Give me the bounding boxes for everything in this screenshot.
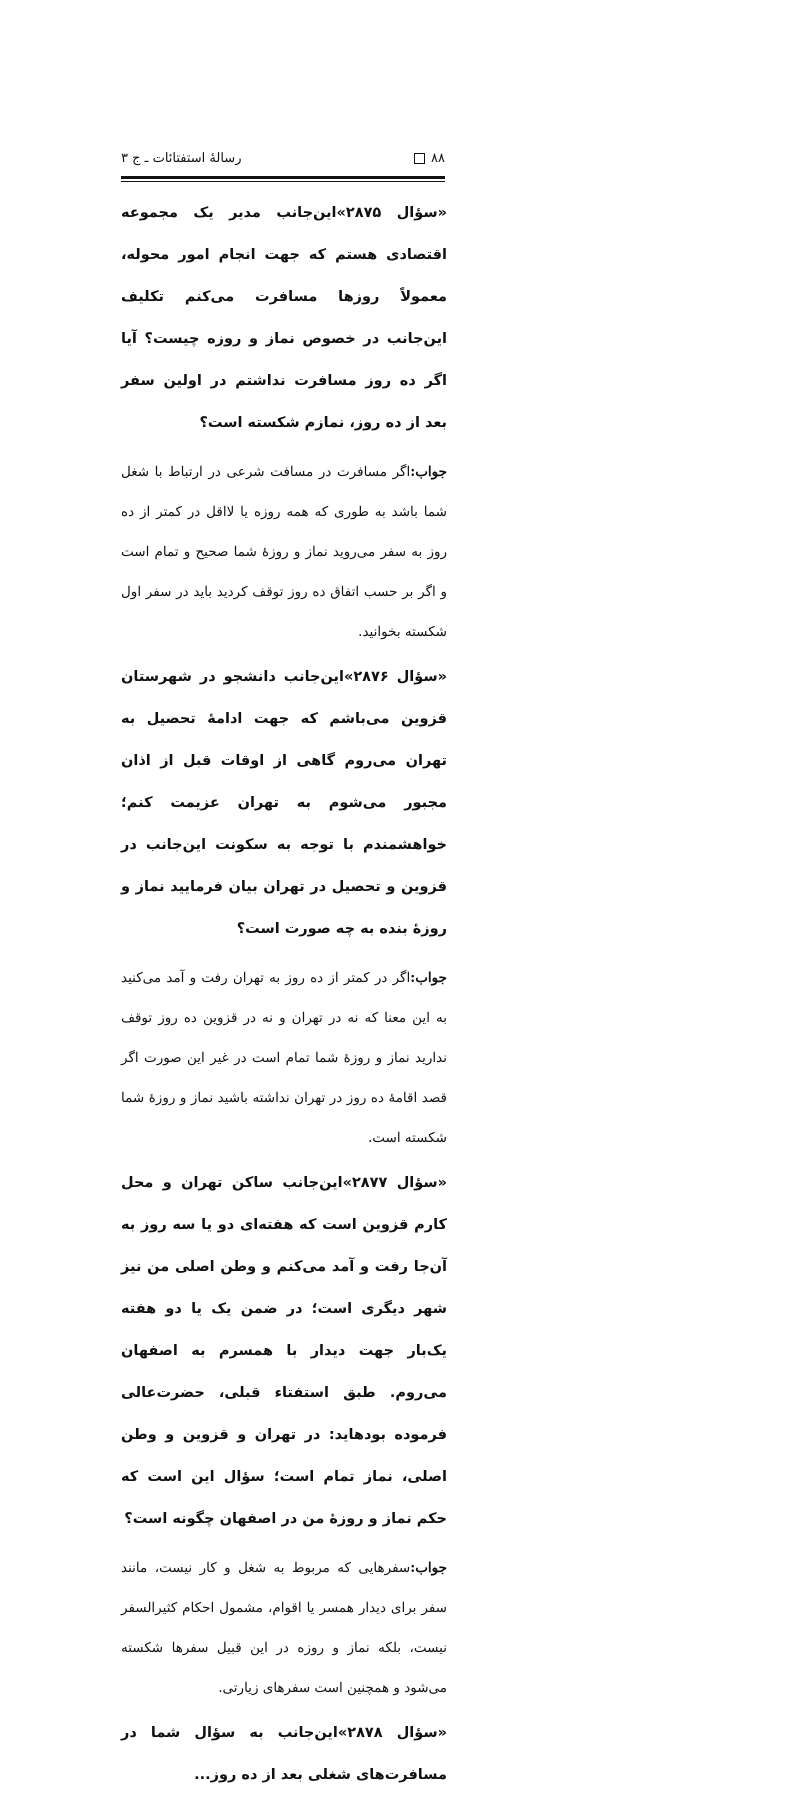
question-text: این‌جانب ساکن تهران و محل کارم قزوین است که هفته‌ای دو یا سه روز به آن‌جا رفت و آمد می‌کنم و وطن اصلی من نیز شهر دیگری است؛ در ضمن یک یا دو هفته یک‌بار جهت دیدار با همسرم به اصفهان می‌روم. طبق استفتاء قبلی، حضرت‌عالی فرموده بودهاید: در تهران و قزوین و وطن اصلی، نماز تمام است؛ سؤال این است که حکم نماز و روزهٔ من در اصفهان چگونه است؟ <box>121 1175 447 1527</box>
page-header <box>121 148 445 174</box>
question-paragraph <box>121 192 447 444</box>
qa-item <box>121 656 447 1158</box>
qa-item <box>121 1712 447 1796</box>
question-paragraph <box>121 1712 447 1796</box>
running-title: رسالهٔ استفتائات ـ ج ۳ <box>121 151 242 166</box>
question-text: این‌جانب دانشجو در شهرستان قزوین می‌باشم که جهت ادامهٔ تحصیل به تهران می‌روم گاهی از اوقات قبل از اذان مجبور می‌شوم به تهران عزیمت کنم؛ خواهشمندم با توجه به سکونت این‌جانب در قزوین و تحصیل در تهران بیان فرمایید نماز و روزهٔ بنده به چه صورت است؟ <box>121 669 447 937</box>
page-content <box>121 192 447 1783</box>
answer-text: سفرهایی که مربوط به شغل و کار نیست، مانند سفر برای دیدار همسر یا اقوام، مشمول احکام کثیرالسفر نیست، بلکه نماز و روزه در این قبیل سفرها شکسته می‌شود و همچنین است سفرهای زیارتی. <box>121 1560 447 1696</box>
answer-label: جواب: <box>410 970 447 986</box>
answer-label: جواب: <box>410 464 447 480</box>
qa-item <box>121 192 447 652</box>
answer-paragraph <box>121 1548 447 1708</box>
answer-text: اگر در کمتر از ده روز به تهران رفت و آمد می‌کنید به این معنا که نه در تهران و نه در قزوین ده روز توقف ندارید نماز و روزهٔ شما تمام است در غیر این صورت اگر قصد اقامهٔ ده روز در تهران نداشته باشید نماز و روزهٔ شما شکسته است. <box>121 970 447 1146</box>
answer-label: جواب: <box>410 1560 447 1576</box>
page-number-group <box>414 151 445 166</box>
answer-paragraph <box>121 452 447 652</box>
question-label: «سؤال ۲۸۷۶» <box>343 669 447 685</box>
question-label: «سؤال ۲۸۷۵» <box>336 205 447 221</box>
header-rule-thin <box>121 181 445 182</box>
page-number: ۸۸ <box>431 151 445 166</box>
question-paragraph <box>121 1162 447 1540</box>
question-text: این‌جانب مدیر یک مجموعه اقتصادی هستم که جهت انجام امور محوله، معمولاً روزها مسافرت می‌کنم تکلیف این‌جانب در خصوص نماز و روزه چیست؟ آیا اگر ده روز مسافرت نداشتم در اولین سفر بعد از ده روز، نمازم شکسته است؟ <box>121 205 447 431</box>
question-paragraph <box>121 656 447 950</box>
qa-item <box>121 1162 447 1708</box>
question-text: این‌جانب به سؤال شما در مسافرت‌های شغلی بعد از ده روز... <box>121 1725 447 1783</box>
answer-text: اگر مسافرت در مسافت شرعی در ارتباط با شغل شما باشد به طوری که همه روزه یا لااقل در کمتر از ده روز به سفر می‌روید نماز و روزهٔ شما صحیح و تمام است و اگر بر حسب اتفاق ده روز توقف کردید باید در سفر اول شکسته بخوانید. <box>121 464 447 640</box>
answer-paragraph <box>121 958 447 1158</box>
question-label: «سؤال ۲۸۷۷» <box>342 1175 447 1191</box>
question-label: «سؤال ۲۸۷۸» <box>337 1725 447 1741</box>
header-rule-thick <box>121 176 445 179</box>
square-icon <box>414 153 425 164</box>
